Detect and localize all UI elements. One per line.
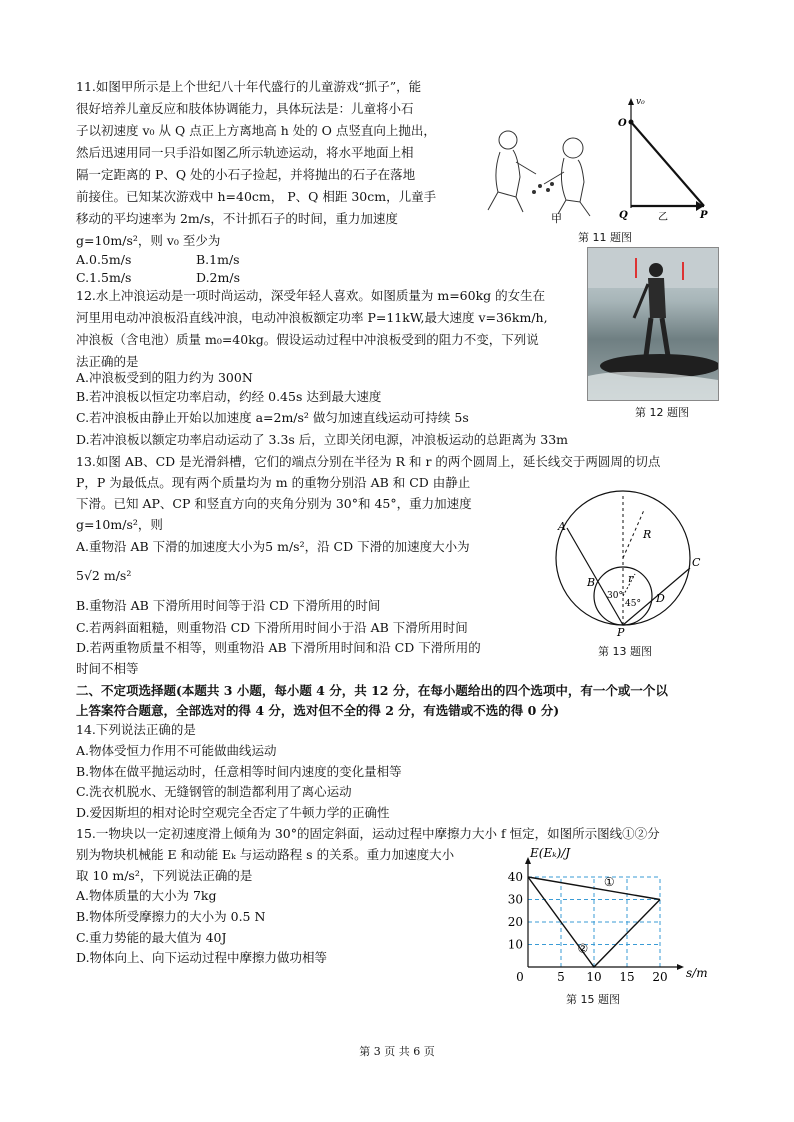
surfing-photo bbox=[587, 247, 719, 401]
y-axis-label: E(Eₖ)/J bbox=[530, 846, 571, 860]
fig-label-b: B bbox=[587, 576, 596, 589]
q11-line-5: 隔一定距离的 P、Q 处的小石子捡起，并将抛出的石子在落地 bbox=[76, 167, 416, 182]
page-footer: 第 3 页 共 6 页 bbox=[359, 1045, 435, 1058]
q15-option-c: C.重力势能的最大值为 40J bbox=[76, 930, 227, 945]
trajectory-line bbox=[631, 122, 704, 206]
q11-option-c: C.1.5m/s bbox=[76, 270, 132, 285]
radius-r-large bbox=[623, 510, 644, 558]
x-tick-label: 10 bbox=[586, 970, 602, 984]
q11-option-a: A.0.5m/s bbox=[76, 252, 132, 267]
y-tick-label: 40 bbox=[507, 870, 523, 884]
y-tick-label: 20 bbox=[507, 915, 523, 929]
q11-option-d: D.2m/s bbox=[196, 270, 240, 285]
q12-line-4: 法正确的是 bbox=[76, 354, 139, 369]
q11-line-2: 很好培养儿童反应和肢体协调能力，具体玩法是：儿童将小石 bbox=[76, 101, 414, 116]
fig-label-yi: 乙 bbox=[658, 212, 668, 223]
x-axis-arrow-icon bbox=[677, 964, 684, 970]
fig-label-o: O bbox=[618, 118, 627, 129]
fig-label-angle-45: 45° bbox=[625, 599, 641, 609]
q15-line-1: 15.一物块以一定初速度滑上倾角为 30°的固定斜面，运动过程中摩擦力大小 f 恒定，如图所示图线①②分 bbox=[76, 826, 660, 841]
q12-line-2: 河里用电动冲浪板沿直线冲浪，电动冲浪板额定功率 P=11kW,最大速度 v=36km/h, bbox=[76, 310, 548, 325]
surfer-silhouette-icon bbox=[588, 248, 718, 400]
q12-option-b: B.若冲浪板以恒定功率启动，约经 0.45s 达到最大速度 bbox=[76, 389, 382, 404]
q13-line-2: P，P 为最低点。现有两个质量均为 m 的重物分别沿 AB 和 CD 由静止 bbox=[76, 475, 471, 490]
v0-arrow-icon bbox=[628, 98, 634, 105]
q12-option-a: A.冲浪板受到的阻力约为 300N bbox=[76, 370, 253, 385]
chart-labels bbox=[508, 846, 708, 984]
fig-label-v0: v₀ bbox=[636, 97, 645, 107]
q11-option-b: B.1m/s bbox=[196, 252, 240, 267]
fig-label-q: Q bbox=[619, 210, 628, 221]
fig-label-angle-30: 30° bbox=[607, 591, 623, 601]
q14-option-c: C.洗衣机脱水、无缝钢管的制造都利用了离心运动 bbox=[76, 784, 352, 799]
q11-figure-caption: 第 11 题图 bbox=[578, 231, 632, 244]
y-tick-label: 30 bbox=[507, 892, 523, 907]
q11-figure bbox=[478, 92, 718, 232]
fig-label-c: C bbox=[692, 556, 701, 569]
fig-label-p: P bbox=[700, 210, 708, 221]
chart-grid bbox=[528, 877, 660, 967]
section2-heading-line-2: 上答案符合题意，全部选对的得 4 分，选对但不全的得 2 分，有选错或不选的得 0 分) bbox=[76, 703, 560, 718]
q11-line-8: g=10m/s²，则 v₀ 至少为 bbox=[76, 233, 221, 248]
q13-figure-caption: 第 13 题图 bbox=[598, 645, 652, 658]
x-tick-label: 5 bbox=[557, 970, 565, 984]
q13-option-d-cont: 时间不相等 bbox=[76, 661, 139, 676]
y-tick-label: 10 bbox=[507, 937, 523, 952]
q15-option-a: A.物体质量的大小为 7kg bbox=[76, 888, 217, 903]
q15-figure-caption: 第 15 题图 bbox=[566, 993, 620, 1006]
q15-option-d: D.物体向上、向下运动过程中摩擦力做功相等 bbox=[76, 950, 328, 965]
chart-axes bbox=[525, 857, 684, 970]
q14-option-a: A.物体受恒力作用不可能做曲线运动 bbox=[76, 743, 277, 758]
fig-label-r-small: r bbox=[628, 572, 634, 585]
q14-option-d: D.爱因斯坦的相对论时空观完全否定了牛顿力学的正确性 bbox=[76, 805, 390, 820]
q12-line-1: 12.水上冲浪运动是一项时尚运动，深受年轻人喜欢。如图质量为 m=60kg 的女生在 bbox=[76, 288, 546, 303]
q14-line-1: 14.下列说法正确的是 bbox=[76, 722, 196, 737]
q12-line-3: 冲浪板（含电池）质量 m₀=40kg。假设运动过程中冲浪板受到的阻力不变，下列说 bbox=[76, 332, 539, 347]
fig-label-a: A bbox=[558, 520, 566, 533]
q15-chart bbox=[500, 845, 715, 985]
q13-line-1: 13.如图 AB、CD 是光滑斜槽，它们的端点分别在半径为 R 和 r 的两个圆周上，延长线交于两圆周的切点 bbox=[76, 454, 661, 469]
q12-figure-caption: 第 12 题图 bbox=[635, 406, 689, 419]
q11-line-6: 前接住。已知某次游戏中 h=40cm， P、Q 相距 30cm，儿童手 bbox=[76, 189, 437, 204]
x-axis-label: s/m bbox=[686, 966, 708, 980]
fig-label-d: D bbox=[656, 592, 665, 605]
q13-figure bbox=[553, 474, 713, 640]
q14-option-b: B.物体在做平抛运动时，任意相等时间内速度的变化量相等 bbox=[76, 764, 402, 779]
series-label-1: ① bbox=[603, 875, 615, 889]
x-tick-label: 15 bbox=[619, 970, 635, 984]
q11-line-1: 11.如图甲所示是上个世纪八十年代盛行的儿童游戏“抓子”，能 bbox=[76, 79, 422, 94]
q13-option-c: C.若两斜面粗糙，则重物沿 CD 下滑所用时间小于沿 AB 下滑所用时间 bbox=[76, 620, 468, 635]
q11-line-3: 子以初速度 v₀ 从 Q 点正上方离地高 h 处的 O 点竖直向上抛出， bbox=[76, 123, 436, 138]
q15-line-2: 别为物块机械能 E 和动能 Eₖ 与运动路程 s 的关系。重力加速度大小 bbox=[76, 847, 455, 862]
x-tick-label: 20 bbox=[652, 970, 668, 984]
q13-option-a: A.重物沿 AB 下滑的加速度大小为5 m/s²，沿 CD 下滑的加速度大小为 bbox=[76, 539, 470, 554]
origin-label: 0 bbox=[516, 970, 524, 984]
fig-label-jia: 甲 bbox=[551, 212, 562, 225]
fig-label-p13: P bbox=[617, 626, 625, 639]
q11-line-7: 移动的平均速率为 2m/s，不计抓石子的时间，重力加速度 bbox=[76, 211, 398, 226]
q15-option-b: B.物体所受摩擦力的大小为 0.5 N bbox=[76, 909, 266, 924]
series-label-2: ② bbox=[577, 941, 589, 956]
children-playing-illustration bbox=[488, 131, 590, 216]
q15-line-3: 取 10 m/s²，下列说法正确的是 bbox=[76, 868, 253, 883]
section2-heading-line-1: 二、不定项选择题(本题共 3 小题，每小题 4 分，共 12 分，在每小题给出的四个选项中，有一个或一个以 bbox=[76, 683, 668, 698]
q12-option-c: C.若冲浪板由静止开始以加速度 a=2m/s² 做匀加速直线运动可持续 5s bbox=[76, 410, 469, 425]
fig-label-r-large: R bbox=[643, 528, 652, 541]
q13-option-d: D.若两重物质量不相等，则重物沿 AB 下滑所用时间和沿 CD 下滑所用的 bbox=[76, 640, 481, 655]
q13-option-b: B.重物沿 AB 下滑所用时间等于沿 CD 下滑所用的时间 bbox=[76, 598, 381, 613]
q13-option-a-cont: 5√2 m/s² bbox=[76, 568, 132, 583]
q13-line-3: 下滑。已知 AP、CP 和竖直方向的夹角分别为 30°和 45°，重力加速度 bbox=[76, 496, 472, 511]
q11-line-4: 然后迅速用同一只手沿如图乙所示轨迹运动，将水平地面上相 bbox=[76, 145, 414, 160]
q12-option-d: D.若冲浪板以额定功率启动运动了 3.3s 后，立即关闭电源，冲浪板运动的总距离为 33m bbox=[76, 432, 569, 447]
q13-line-4: g=10m/s²，则 bbox=[76, 517, 163, 532]
